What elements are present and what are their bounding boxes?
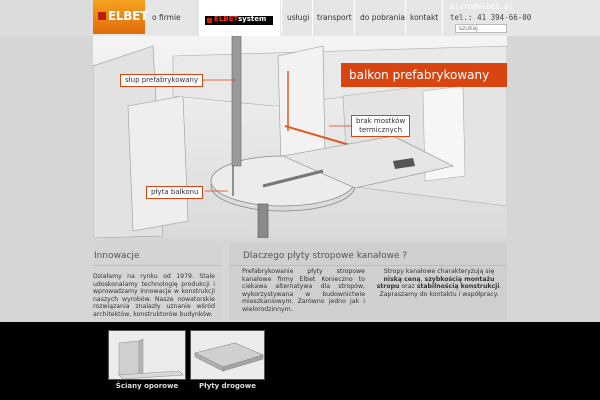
callout-brak-line2: termicznych [359,126,403,134]
top-bar [0,0,600,36]
nav-kontakt[interactable]: kontakt [410,13,439,22]
nav-separator [442,0,443,36]
email-link[interactable]: biuro@elbet.pl [450,2,514,11]
hero-title: balkon prefabrykowany [341,63,507,87]
road-slab-image [191,331,265,380]
nav-do-pobrania[interactable]: do pobrania [360,13,405,22]
why-section [229,243,507,320]
callout-plyta: płyta balkonu [146,186,203,199]
nav-separator [354,0,355,36]
system-logo-square-icon [207,18,212,23]
product-label-sciany[interactable]: Ściany oporowe [115,382,179,390]
innovation-section [93,243,221,320]
product-label-plyty[interactable]: Płyty drogowe [199,382,256,390]
why-text-col2 [375,268,503,298]
why-col2-pre: Stropy kanałowe charakteryzują się [383,268,495,275]
system-logo-right: system [238,15,267,23]
why-col2-bold1: niską ceną [383,275,421,283]
left-shade [0,0,93,36]
why-col2-bold2: szybkością montażu stropu [376,275,495,291]
innovation-text: Działamy na rynku od 1979. Stale udoskonalamy technologię produkcji i wprowadzamy innowacje w konstrukcji naszych wyrobów. Nasze nowatorskie rozwiązania znalazły uznanie wśród architektów, konstruktorów budynków. [93,273,215,318]
why-text-col1: Prefabrykowanie płyty stropowe kanałowe firmy Elbet Konieczno to ciekawa alternatywa dla stropów, wykorzystywana w budownictwie mieszkaniowym. Zarówno jedno jak i wielorodzinnym. [242,268,365,313]
system-logo-left: ELBET [214,15,239,23]
why-heading[interactable]: Dlaczego płyty stropowe kanałowe ? [229,243,507,266]
why-col2-mid1: , [420,275,425,283]
callout-brak-line1: brak mostków [356,117,406,125]
product-thumb-sciany[interactable] [108,330,186,380]
logo-square-icon [98,12,106,20]
nav-o-firmie[interactable]: o firmie [152,13,181,22]
callout-slup: słup prefabrykowany [120,74,203,87]
logo-text: ELBET [108,9,148,23]
innovation-heading[interactable]: Innowacje [93,243,221,266]
nav-separator [281,0,282,36]
products-strip [0,322,600,400]
nav-separator [312,0,313,36]
retaining-wall-image [109,331,186,380]
why-col2-bold3: stabilnością konstrukcji [416,283,500,291]
why-col2-mid2: oraz [399,283,417,291]
why-col2-post: . Zapraszamy do kontaktu i współpracy. [379,283,502,298]
product-thumb-plyty[interactable] [190,330,265,380]
elbet-logo[interactable] [93,0,148,34]
nav-uslugi[interactable]: usługi [287,13,310,22]
nav-transport[interactable]: transport [317,13,352,22]
search-input[interactable] [455,24,507,33]
phone-number: tel.: 41 394-66-00 [450,13,532,22]
hero-illustration [93,36,507,238]
callout-brak-mostkow [351,115,410,137]
nav-separator [405,0,406,36]
elbet-system-logo[interactable] [205,16,273,25]
